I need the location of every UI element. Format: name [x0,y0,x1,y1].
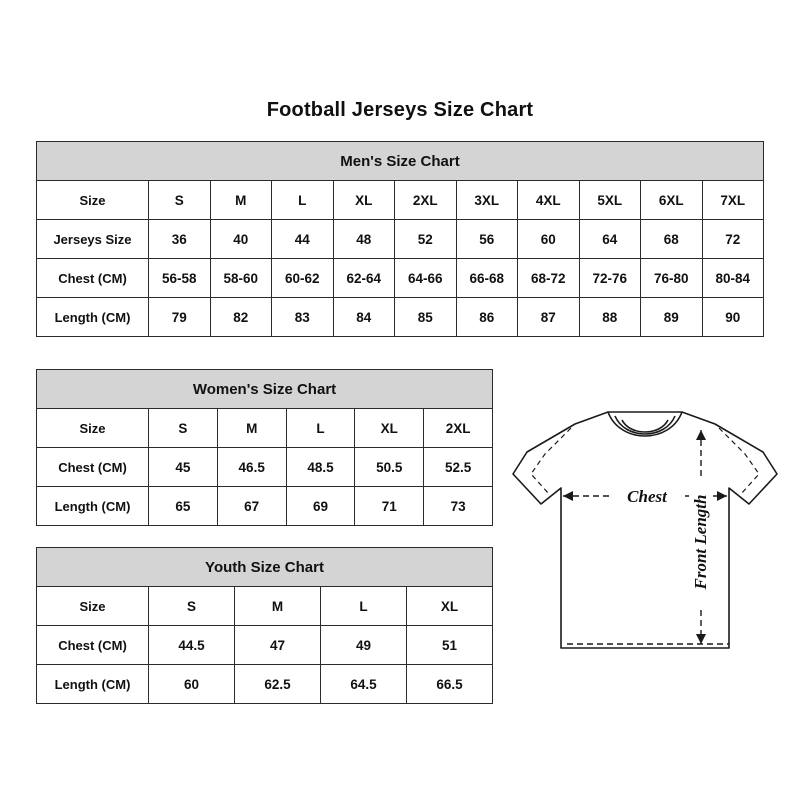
table-cell: 89 [641,298,703,337]
table-cell: 56-58 [149,259,211,298]
column-header: M [210,181,272,220]
table-cell: 45 [149,448,218,487]
table-cell: 76-80 [641,259,703,298]
table-row [37,220,764,259]
column-header: M [235,587,321,626]
table-cell: 51 [407,626,493,665]
table-cell: 66.5 [407,665,493,704]
table-cell: 72-76 [579,259,641,298]
womens-size-chart-caption: Women's Size Chart [36,369,493,408]
column-header: 3XL [456,181,518,220]
chest-measure-label: Chest [627,487,667,506]
column-header: 2XL [424,409,493,448]
table-cell: 60 [149,665,235,704]
column-header: S [149,587,235,626]
table-cell: 65 [149,487,218,526]
youth-size-chart-table [36,547,493,704]
table-cell: 67 [217,487,286,526]
row-label: Length (CM) [37,298,149,337]
table-cell: 80-84 [702,259,764,298]
table-cell: 71 [355,487,424,526]
table-cell: 64-66 [395,259,457,298]
table-cell: 62.5 [235,665,321,704]
table-cell: 79 [149,298,211,337]
womens-size-chart-table [36,369,493,526]
column-header-size: Size [37,181,149,220]
table-row [37,409,493,448]
table-cell: 82 [210,298,272,337]
row-label: Chest (CM) [37,448,149,487]
table-cell: 64 [579,220,641,259]
table-row [37,181,764,220]
table-cell: 44.5 [149,626,235,665]
table-row [37,487,493,526]
table-cell: 87 [518,298,580,337]
table-cell: 49 [321,626,407,665]
table-row [37,626,493,665]
womens-size-chart-container [36,369,492,526]
column-header: 5XL [579,181,641,220]
column-header: 6XL [641,181,703,220]
table-cell: 85 [395,298,457,337]
column-header: L [272,181,334,220]
table-cell: 90 [702,298,764,337]
table-cell: 84 [333,298,395,337]
column-header: S [149,181,211,220]
mens-size-chart-container [36,141,764,337]
row-label: Chest (CM) [37,626,149,665]
column-header: XL [407,587,493,626]
table-row [37,587,493,626]
column-header: L [321,587,407,626]
table-cell: 60 [518,220,580,259]
table-cell: 58-60 [210,259,272,298]
table-cell: 52 [395,220,457,259]
column-header: 2XL [395,181,457,220]
table-cell: 36 [149,220,211,259]
column-header: XL [355,409,424,448]
row-label: Length (CM) [37,487,149,526]
table-row [37,665,493,704]
table-cell: 52.5 [424,448,493,487]
column-header-size: Size [37,587,149,626]
page-title: Football Jerseys Size Chart [266,99,534,121]
table-cell: 88 [579,298,641,337]
table-cell: 48.5 [286,448,355,487]
table-cell: 68 [641,220,703,259]
table-cell: 40 [210,220,272,259]
column-header-size: Size [37,409,149,448]
table-cell: 73 [424,487,493,526]
table-cell: 66-68 [456,259,518,298]
youth-size-chart-container [36,547,492,704]
row-label: Jerseys Size [37,220,149,259]
table-cell: 69 [286,487,355,526]
table-cell: 62-64 [333,259,395,298]
mens-size-chart-caption: Men's Size Chart [36,141,764,180]
table-cell: 83 [272,298,334,337]
table-row [37,448,493,487]
table-cell: 48 [333,220,395,259]
row-label: Chest (CM) [37,259,149,298]
table-cell: 50.5 [355,448,424,487]
table-cell: 56 [456,220,518,259]
column-header: XL [333,181,395,220]
table-cell: 46.5 [217,448,286,487]
table-row [37,259,764,298]
youth-size-chart-caption: Youth Size Chart [36,547,493,586]
table-cell: 47 [235,626,321,665]
row-label: Length (CM) [37,665,149,704]
column-header: L [286,409,355,448]
table-cell: 68-72 [518,259,580,298]
table-cell: 86 [456,298,518,337]
table-row [37,298,764,337]
column-header: S [149,409,218,448]
jersey-measurement-diagram [505,400,785,700]
column-header: 7XL [702,181,764,220]
front-length-measure-label: Front Length [691,494,710,590]
column-header: 4XL [518,181,580,220]
column-header: M [217,409,286,448]
table-cell: 60-62 [272,259,334,298]
table-cell: 44 [272,220,334,259]
table-cell: 64.5 [321,665,407,704]
table-cell: 72 [702,220,764,259]
mens-size-chart-table [36,141,764,337]
